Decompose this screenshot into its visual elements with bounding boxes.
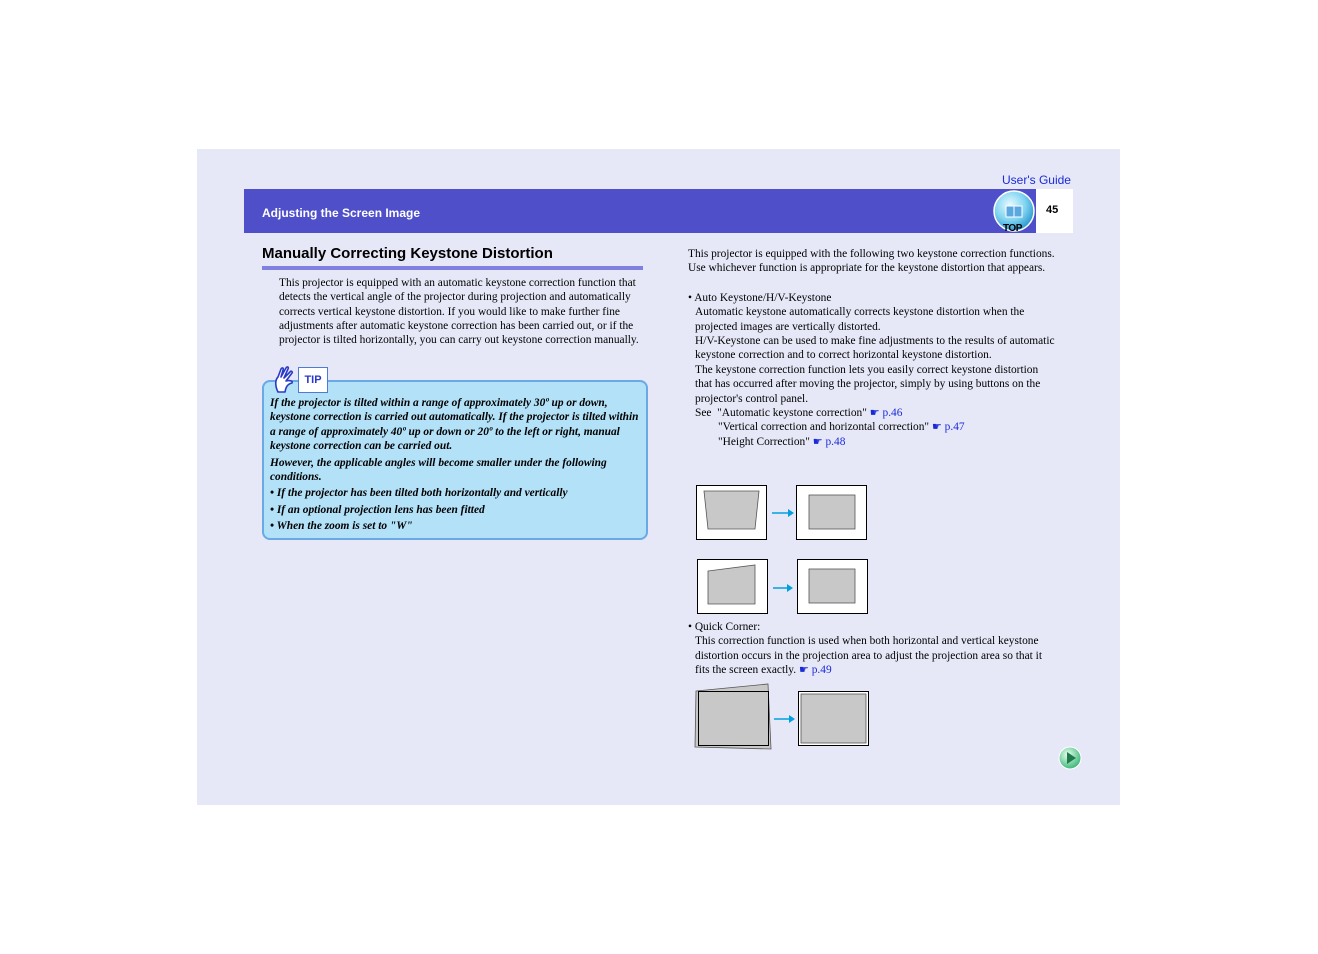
tip-bullet: • If the projector has been tilted both horizontally and vertically	[270, 487, 568, 500]
tip-text	[270, 396, 642, 536]
arrow-right-icon	[787, 584, 793, 592]
page-link-47[interactable]: p.47	[944, 421, 965, 434]
see-reference-1	[688, 406, 1058, 420]
distorted-image	[708, 565, 755, 604]
page-link-48[interactable]: p.48	[825, 435, 846, 448]
quick-corner-section	[688, 620, 1058, 678]
page-number: 45	[1046, 204, 1059, 216]
quick-corner-paragraph	[688, 634, 1058, 677]
pointing-finger-icon: ☛	[798, 663, 809, 677]
page-link-46[interactable]: p.46	[882, 407, 903, 420]
vertical-keystone-diagram	[696, 485, 870, 541]
reference-text: "Automatic keystone correction"	[717, 407, 867, 420]
pointing-finger-icon: ☛	[869, 406, 880, 420]
auto-keystone-paragraph-1: Automatic keystone automatically corrects keystone distortion when the projected images are vertically distorted.	[695, 306, 1025, 333]
auto-keystone-paragraph-3: The keystone correction function lets you easily correct keystone distortion that has occurred after moving the projector, simply by using buttons on the projector's control panel.	[695, 363, 1041, 405]
users-guide-link[interactable]: User's Guide	[1002, 173, 1071, 187]
tip-paragraph-1: If the projector is tilted within a range of approximately 30º up or down, keystone correction is carried out automatically. If the projector is tilted within a range of approximately 40º up or down or 20º to the left or right, manual keystone correction can be carried out.	[270, 397, 639, 453]
next-arrow-icon	[1058, 746, 1082, 770]
pointing-finger-icon: ☛	[931, 420, 942, 434]
spacer	[688, 276, 1058, 291]
auto-keystone-paragraph-2: H/V-Keystone can be used to make fine adjustments to the results of automatic keystone correction and to correct horizontal keystone distortion.	[695, 335, 1055, 362]
pointing-finger-icon: ☛	[812, 434, 823, 448]
next-page-button[interactable]	[1058, 746, 1082, 770]
corrected-image	[801, 694, 866, 743]
right-column	[688, 247, 1058, 449]
corrected-image	[809, 495, 855, 529]
distorted-image	[704, 491, 759, 529]
arrow-right-icon	[789, 715, 795, 723]
arrow-right-icon	[788, 509, 794, 517]
page-link-49[interactable]: p.49	[811, 664, 832, 677]
tip-bullet: • When the zoom is set to "W"	[270, 520, 413, 533]
heading-underline	[262, 266, 643, 270]
quick-corner-text: This correction function is used when both horizontal and vertical keystone distortion occurs in the projection area to adjust the projection area so that it fits the screen exactly.	[695, 635, 1042, 677]
auto-keystone-title: • Auto Keystone/H/V-Keystone	[688, 291, 832, 304]
reference-text: "Height Correction"	[718, 435, 810, 448]
corrected-image	[809, 569, 855, 603]
tip-badge: TIP	[298, 367, 328, 393]
top-label: TOP	[1003, 223, 1022, 234]
see-label: See	[695, 407, 712, 420]
see-reference-3	[688, 435, 1058, 449]
distorted-image	[695, 684, 771, 749]
intro-paragraph: This projector is equipped with an automatic keystone correction function that detects the vertical angle of the projector during projection and automatically corrects vertical keystone distortion. If you would like to make further fine adjustments after automatic keystone correction has been carried out, or if the projector is tilted horizontally, you can carry out keystone correction manually.	[279, 277, 639, 347]
right-intro: This projector is equipped with the following two keystone correction functions. Use whichever function is appropriate for the keystone distortion that appears.	[688, 248, 1055, 275]
tip-paragraph-2: However, the applicable angles will become smaller under the following conditions.	[270, 456, 607, 484]
quick-corner-title: • Quick Corner:	[688, 621, 761, 633]
quick-corner-diagram	[694, 683, 872, 751]
tip-hand-icon	[272, 366, 298, 394]
section-title: Adjusting the Screen Image	[262, 206, 421, 220]
see-reference-2	[688, 420, 1058, 434]
reference-text: "Vertical correction and horizontal correction"	[718, 421, 930, 434]
tip-bullet: • If an optional projection lens has been fitted	[270, 503, 485, 516]
page-heading: Manually Correcting Keystone Distortion	[262, 245, 553, 262]
horizontal-keystone-diagram	[697, 559, 871, 615]
